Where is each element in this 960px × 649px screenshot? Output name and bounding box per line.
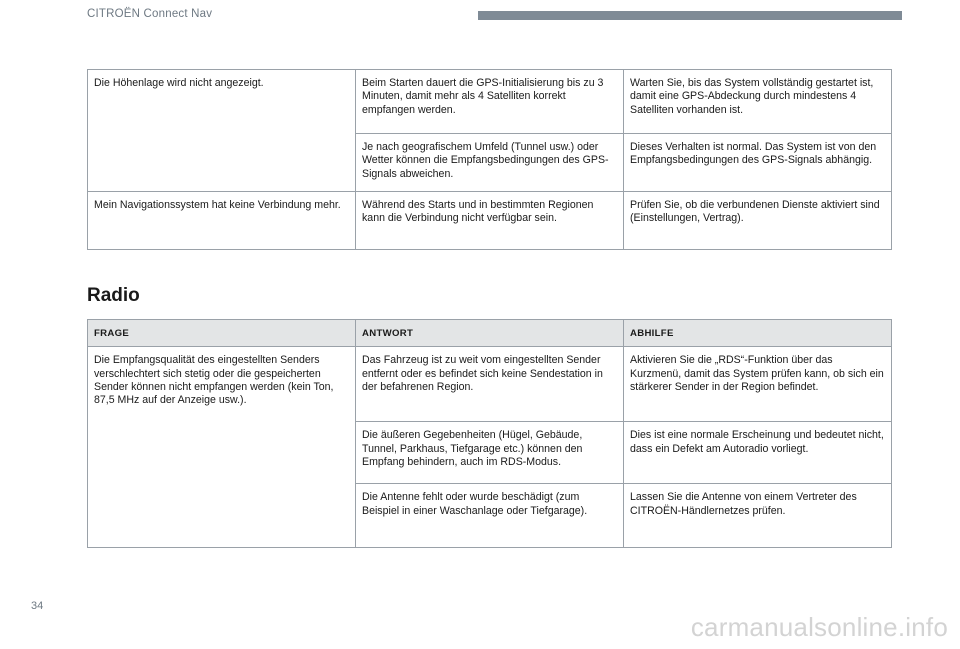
- answer-cell: Je nach geografischem Umfeld (Tunnel usw.) oder Wetter können die Empfangsbedingungen des GPS-Signals abweichen.: [356, 134, 624, 192]
- column-header-answer: ANTWORT: [356, 320, 624, 347]
- solution-cell: Warten Sie, bis das System vollständig gestartet ist, damit eine GPS-Abdeckung durch mindestens 4 Satelliten vorhanden ist.: [624, 70, 892, 134]
- section-title-radio: Radio: [87, 285, 140, 306]
- table-header-row: [88, 320, 892, 347]
- header-accent-bar: [478, 11, 902, 20]
- problem-cell: Mein Navigationssystem hat keine Verbindung mehr.: [88, 192, 356, 250]
- document-header-title: CITROËN Connect Nav: [87, 8, 213, 20]
- watermark: carmanualsonline.info: [690, 612, 948, 642]
- solution-cell: Dies ist eine normale Erscheinung und bedeutet nicht, dass ein Defekt am Autoradio vorliegt.: [624, 422, 892, 484]
- problem-cell: Die Empfangsqualität des eingestellten Senders verschlechtert sich stetig oder die gespeicherten Sender können nicht empfangen werden (kein Ton, 87,5 MHz auf der Anzeige usw.).: [88, 347, 356, 548]
- solution-cell: Aktivieren Sie die „RDS“-Funktion über das Kurzmenü, damit das System prüfen kann, ob sich ein stärkerer Sender in der Region befindet.: [624, 347, 892, 422]
- solution-cell: Prüfen Sie, ob die verbundenen Dienste aktiviert sind (Einstellungen, Vertrag).: [624, 192, 892, 250]
- column-header-solution: ABHILFE: [624, 320, 892, 347]
- problem-cell: Die Höhenlage wird nicht angezeigt.: [88, 70, 356, 192]
- answer-cell: Beim Starten dauert die GPS-Initialisierung bis zu 3 Minuten, damit mehr als 4 Satelliten korrekt empfangen werden.: [356, 70, 624, 134]
- solution-cell: Dieses Verhalten ist normal. Das System ist von den Empfangsbedingungen des GPS-Signals abhängig.: [624, 134, 892, 192]
- answer-cell: Die äußeren Gegebenheiten (Hügel, Gebäude, Tunnel, Parkhaus, Tiefgarage etc.) können den Empfang behindern, auch im RDS-Modus.: [356, 422, 624, 484]
- column-header-question: FRAGE: [88, 320, 356, 347]
- answer-cell: Die Antenne fehlt oder wurde beschädigt (zum Beispiel in einer Waschanlage oder Tiefgarage).: [356, 484, 624, 548]
- radio-troubleshooting-table: [87, 319, 892, 548]
- gps-troubleshooting-table: [87, 69, 892, 250]
- page-number: 34: [31, 600, 44, 612]
- answer-cell: Das Fahrzeug ist zu weit vom eingestellten Sender entfernt oder es befindet sich keine Sendestation in der befahrenen Region.: [356, 347, 624, 422]
- table-row: [88, 192, 892, 250]
- solution-cell: Lassen Sie die Antenne von einem Vertreter des CITROËN-Händlernetzes prüfen.: [624, 484, 892, 548]
- table-row: [88, 70, 892, 134]
- table-row: [88, 347, 892, 422]
- answer-cell: Während des Starts und in bestimmten Regionen kann die Verbindung nicht verfügbar sein.: [356, 192, 624, 250]
